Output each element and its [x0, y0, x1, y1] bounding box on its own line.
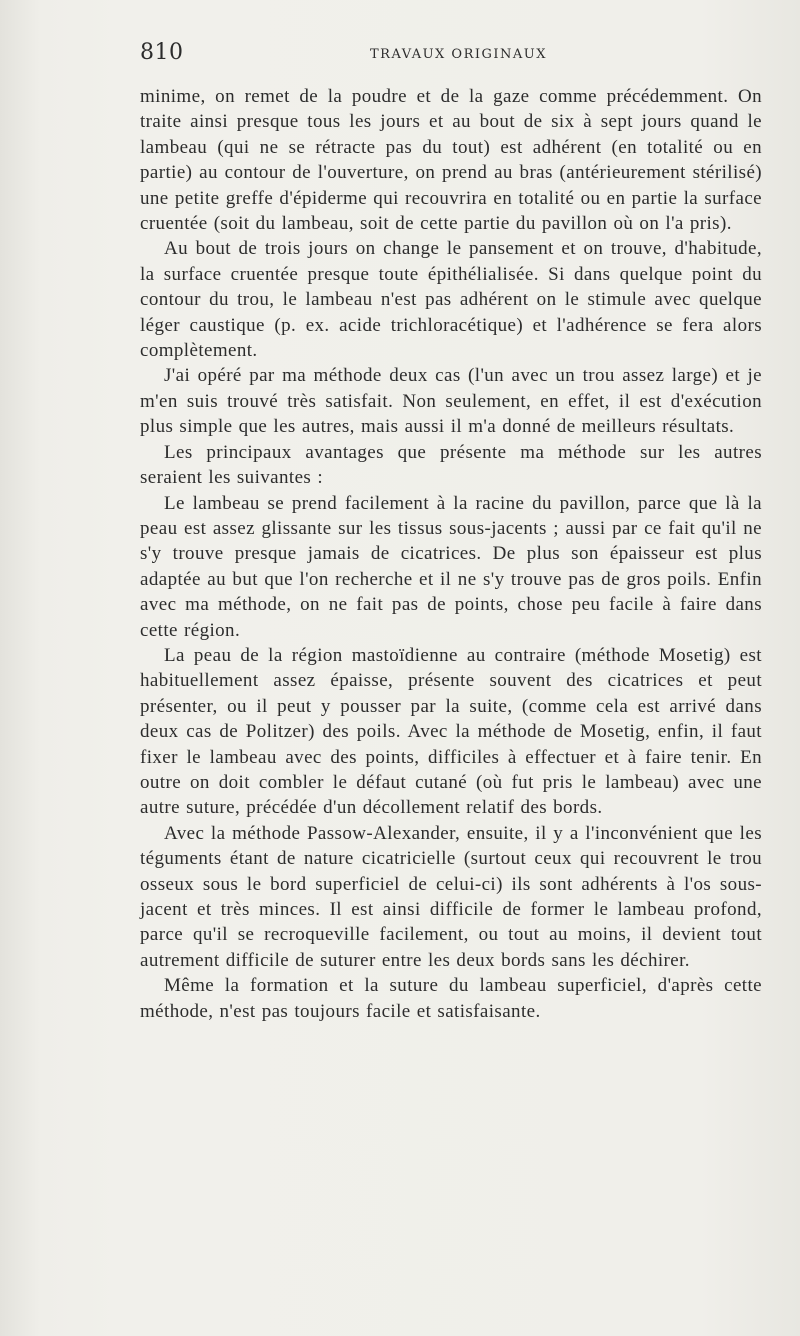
paragraph: minime, on remet de la poudre et de la gaze comme précédemment. On traite ainsi presque tous les jours et au bout de six à sept jours quand le lambeau (qui ne se rétracte pas du tout) est adhérent (en totalité ou en partie) au contour de l'ouverture, on prend au bras (antérieurement stérilisé) une petite greffe d'épiderme qui recouvrira en totalité ou en partie la surface cruentée (soit du lambeau, soit de cette partie du pavillon où on l'a pris). — [140, 86, 762, 235]
paragraph: J'ai opéré par ma méthode deux cas (l'un avec un trou assez large) et je m'en suis trouvé très satisfait. Non seulement, en effet, il est d'exécution plus simple que les autres, mais aussi il m'a donné de meilleurs résultats. — [140, 365, 762, 438]
paragraph: Les principaux avantages que présente ma méthode sur les autres seraient les suivantes : — [140, 441, 762, 489]
running-head: TRAVAUX ORIGINAUX — [370, 47, 548, 62]
page-number: 810 — [140, 40, 184, 65]
page-header — [140, 40, 760, 70]
paragraph: Le lambeau se prend facilement à la racine du pavillon, parce que là la peau est assez glissante sur les tissus sous-jacents ; aussi par ce fait qu'il ne s'y trouve presque jamais de cicatrices. De plus son épaisseur est plus adaptée au but que l'on recherche et il ne s'y trouve pas de gros poils. Enfin avec ma méthode, on ne fait pas de points, chose peu facile à faire dans cette région. — [140, 492, 762, 641]
paragraph: La peau de la région mastoïdienne au contraire (méthode Mosetig) est habituellement assez épaisse, présente souvent des cicatrices et peut présenter, ou il peut y pousser par la suite, (comme cela est arrivé dans deux cas de Politzer) des poils. Avec la méthode de Mosetig, enfin, il faut fixer le lambeau avec des points, difficiles à effectuer et à faire tenir. En outre on doit combler le défaut cutané (où fut pris le lambeau) avec une autre suture, précédée d'un décollement relatif des bords. — [140, 644, 762, 819]
paragraph: Au bout de trois jours on change le pansement et on trouve, d'habitude, la surface cruentée presque toute épithélialisée. Si dans quelque point du contour du trou, le lambeau n'est pas adhérent on le stimule avec quelque léger caustique (p. ex. acide trichloracétique) et l'adhérence se fera alors complètement. — [140, 238, 762, 362]
paragraph: Même la formation et la suture du lambeau superficiel, d'après cette méthode, n'est pas toujours facile et satisfaisante. — [140, 975, 762, 1022]
body-text — [140, 84, 762, 1024]
paragraph: Avec la méthode Passow-Alexander, ensuite, il y a l'inconvénient que les téguments étant de nature cicatricielle (surtout ceux qui recouvrent le trou osseux sous le bord superficiel de celui-ci) ils sont adhérents à l'os sous-jacent et très minces. Il est ainsi difficile de former le lambeau profond, parce qu'il se recroqueville facilement, ou tout au moins, il devient tout autrement difficile de suturer entre les deux bords sans les déchirer. — [140, 822, 762, 971]
